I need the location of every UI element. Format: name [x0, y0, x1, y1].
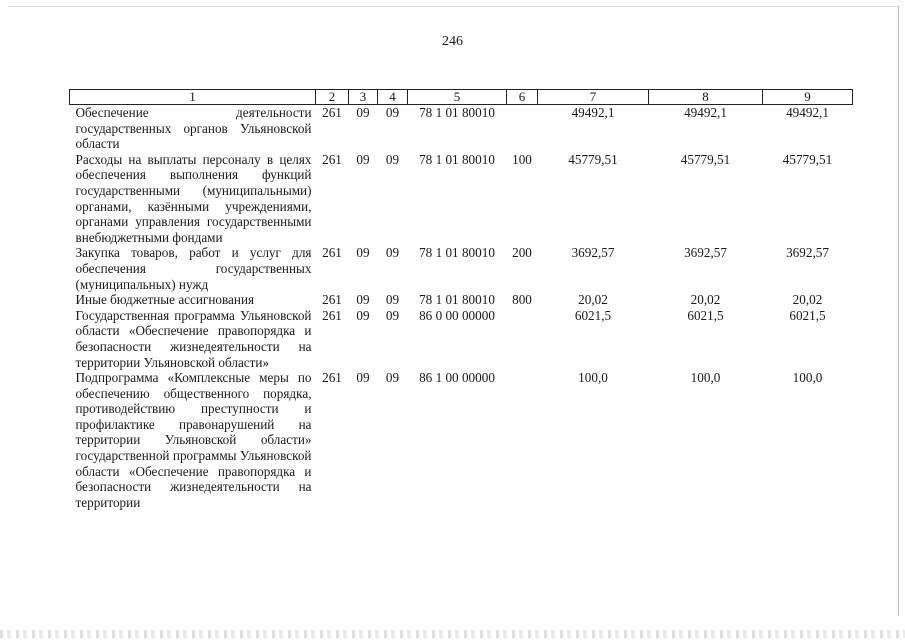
- cell-section: 09: [356, 307, 370, 323]
- row-name: Обеспечение деятельности государственных органов Ульяновской области: [75, 105, 312, 152]
- cell-amount-9: 3692,57: [786, 245, 829, 261]
- cell-amount-7: 6021,5: [574, 307, 612, 323]
- cell-amount-8: 100,0: [690, 370, 721, 386]
- scan-artifact-bottom: [0, 630, 905, 638]
- cell-subsection: 09: [385, 245, 400, 261]
- cell-amount-9: 20,02: [792, 292, 823, 308]
- cell-amount-9: 6021,5: [789, 307, 826, 323]
- row-name: Подпрограмма «Комплексные меры по обеспечению общественного порядка, противодействию преступности и профилактике правонарушений на территории Ульяновской области» государственной программы Ульяновской области «Обеспечение правопорядка и безопасности жизнедеятельности на территории: [75, 370, 312, 510]
- column-header: 5: [408, 90, 507, 105]
- cell-type: [507, 308, 538, 370]
- table-row: [70, 245, 853, 292]
- table-row: [70, 308, 853, 370]
- cell-amount-7: 100,0: [578, 370, 608, 386]
- cell-target: 78 1 01 80010: [419, 151, 495, 167]
- cell-amount-8: 45779,51: [680, 151, 731, 167]
- cell-type: 200: [512, 245, 532, 261]
- column-header: 3: [349, 90, 378, 105]
- column-header: 1: [70, 90, 316, 105]
- cell-target: 78 1 01 80010: [419, 105, 495, 120]
- cell-target: 78 1 01 80010: [419, 292, 495, 308]
- cell-type: [507, 370, 538, 510]
- table-header-row: [70, 90, 853, 105]
- cell-amount-8: 20,02: [690, 292, 721, 308]
- cell-code: 261: [322, 307, 342, 323]
- scan-edge-right: [898, 6, 899, 616]
- cell-code: 261: [322, 151, 342, 167]
- cell-subsection: 09: [385, 292, 400, 308]
- cell-amount-8: 6021,5: [687, 307, 724, 323]
- scan-edge-top: [8, 6, 899, 7]
- column-header: 2: [316, 90, 349, 105]
- table-row: [70, 292, 853, 308]
- row-name: Закупка товаров, работ и услуг для обеспечения государственных (муниципальных) нужд: [75, 245, 312, 292]
- column-header: 4: [378, 90, 408, 105]
- cell-amount-7: 20,02: [578, 292, 608, 308]
- cell-section: 09: [356, 370, 370, 386]
- row-name: Расходы на выплаты персоналу в целях обеспечения выполнения функций государственными (муниципальными) органами, казёнными учреждениями, органами управления государственными внебюджетными фондами: [75, 151, 312, 245]
- cell-section: 09: [356, 105, 370, 120]
- cell-section: 09: [356, 245, 370, 261]
- column-header: 6: [507, 90, 538, 105]
- cell-code: 261: [322, 245, 342, 261]
- cell-target: 86 0 00 00000: [419, 307, 495, 323]
- cell-type: 800: [512, 292, 532, 308]
- cell-amount-7: 49492,1: [571, 105, 615, 120]
- cell-target: 78 1 01 80010: [419, 245, 495, 261]
- budget-table: [69, 89, 853, 510]
- cell-type: 100: [512, 151, 532, 167]
- page-number: 246: [442, 34, 463, 49]
- cell-type: [507, 105, 538, 152]
- cell-amount-7: 45779,51: [568, 151, 618, 167]
- table-row: [70, 370, 853, 510]
- cell-code: 261: [322, 105, 342, 120]
- cell-subsection: 09: [385, 370, 400, 386]
- cell-amount-8: 3692,57: [684, 245, 727, 261]
- cell-target: 86 1 00 00000: [419, 370, 495, 386]
- cell-amount-9: 45779,51: [782, 151, 833, 167]
- cell-section: 09: [356, 151, 370, 167]
- cell-code: 261: [322, 370, 342, 386]
- table-row: [70, 152, 853, 246]
- cell-amount-7: 3692,57: [571, 245, 615, 261]
- cell-amount-9: 49492,1: [786, 105, 829, 120]
- cell-subsection: 09: [385, 307, 400, 323]
- cell-amount-8: 49492,1: [684, 105, 727, 120]
- cell-subsection: 09: [385, 105, 400, 120]
- cell-subsection: 09: [385, 151, 400, 167]
- cell-section: 09: [356, 292, 370, 308]
- table-row: [70, 105, 853, 152]
- cell-amount-9: 100,0: [792, 370, 823, 386]
- row-name: Иные бюджетные ассигнования: [75, 292, 255, 308]
- column-header: 7: [538, 90, 649, 105]
- column-header: 8: [649, 90, 763, 105]
- column-header: 9: [763, 90, 853, 105]
- row-name: Государственная программа Ульяновской области «Обеспечение правопорядка и безопасности жизнедеятельности на территории Ульяновской области»: [75, 307, 312, 370]
- cell-code: 261: [322, 292, 342, 308]
